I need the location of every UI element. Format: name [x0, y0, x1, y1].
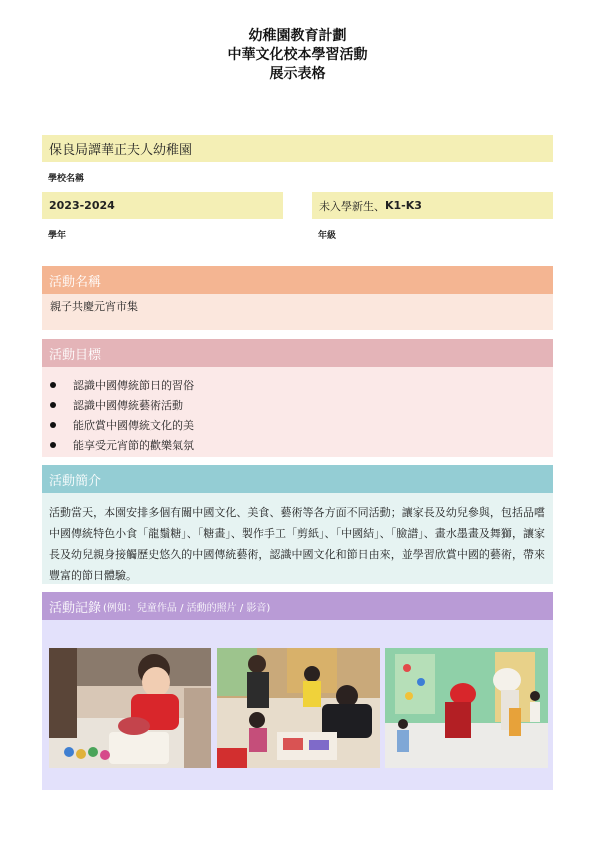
activity-goals-list	[42, 367, 553, 457]
grade-level-value: K1-K3	[385, 199, 422, 212]
goal-text: 認識中國傳統節日的習俗	[73, 379, 194, 392]
activity-photo	[385, 648, 548, 768]
goal-item	[50, 435, 553, 455]
activity-intro-text: 活動當天，本園安排多個有關中國文化、美食、藝術等各方面不同活動；讓家長及幼兒參與，包括品嚐中國傳統特色小食「龍鬚糖」、「糖畫」、製作手工「剪紙」、「中國結」、「臉譜」、畫水墨畫及舞獅，讓家長及幼兒親身接觸歷史悠久的中國傳統藝術，認識中國文化和節日由來，並學習欣賞中國的藝術，帶來豐富的節日體驗。	[42, 493, 553, 584]
school-year-label: 學年	[48, 231, 67, 241]
activity-record-heading	[42, 592, 553, 620]
activity-name-heading	[42, 266, 553, 294]
bullet-icon	[50, 382, 56, 388]
activity-photo	[49, 648, 211, 768]
school-name-label: 學校名稱	[48, 174, 85, 184]
activity-photo	[217, 648, 380, 768]
goal-text: 能欣賞中國傳統文化的美	[73, 419, 194, 432]
activity-intro-heading-text: 活動簡介	[49, 473, 102, 489]
grade-level-label: 年級	[318, 231, 337, 241]
photo-parent-child-craft	[217, 648, 380, 768]
activity-record-heading-text: 活動記錄	[49, 600, 102, 616]
school-name-field	[42, 135, 553, 162]
grade-level-prefix: 未入學新生、	[319, 199, 385, 213]
title-line-2: 中華文化校本學習活動	[227, 47, 368, 63]
activity-name-heading-text: 活動名稱	[49, 274, 102, 290]
school-name-value: 保良局譚華正夫人幼稚園	[49, 143, 193, 158]
document-title	[0, 27, 595, 84]
school-year-value: 2023-2024	[49, 199, 115, 212]
activity-record-photos	[42, 620, 553, 790]
title-line-3: 展示表格	[269, 66, 326, 82]
photo-lion-dance	[385, 648, 548, 768]
bullet-icon	[50, 402, 56, 408]
goal-item	[50, 415, 553, 435]
goal-text: 認識中國傳統藝術活動	[73, 399, 183, 412]
activity-record-note: (例如：兒童作品 / 活動的照片 / 影音)	[103, 602, 271, 614]
activity-name-value: 親子共慶元宵市集	[42, 294, 553, 330]
goal-item	[50, 375, 553, 395]
school-year-field	[42, 192, 283, 219]
bullet-icon	[50, 442, 56, 448]
goal-item	[50, 395, 553, 415]
activity-intro-heading	[42, 465, 553, 493]
activity-goals-heading-text: 活動目標	[49, 347, 102, 363]
grade-level-field	[312, 192, 553, 219]
title-line-1: 幼稚園教育計劃	[248, 28, 347, 44]
bullet-icon	[50, 422, 56, 428]
photo-child-painting	[49, 648, 211, 768]
goal-text: 能享受元宵節的歡樂氣氛	[73, 439, 194, 452]
activity-goals-heading	[42, 339, 553, 367]
